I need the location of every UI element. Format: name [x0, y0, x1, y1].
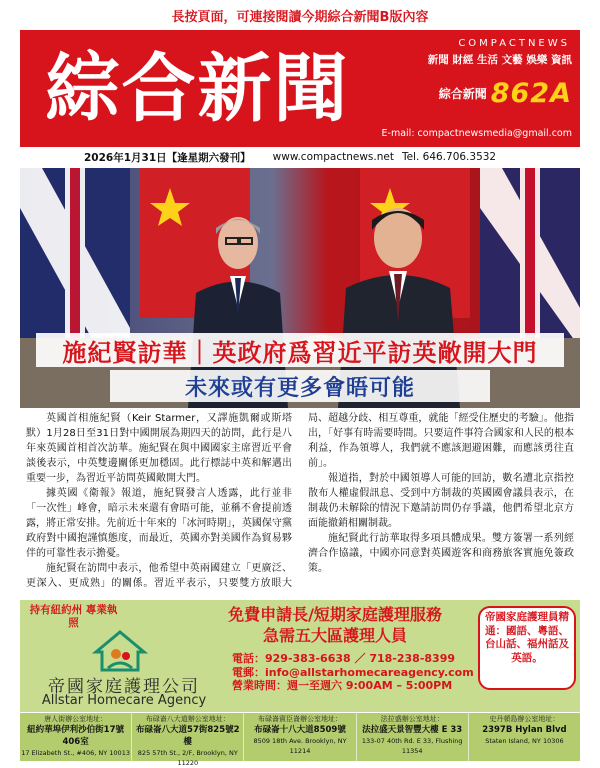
issue-block	[439, 78, 572, 109]
ad-contact	[232, 652, 492, 693]
office-address-cn: 2397B Hylan Blvd	[482, 725, 567, 735]
ad-hours: 營業時間：週一至週六 9:00AM – 5:00PM	[232, 679, 453, 692]
brand-english: COMPACTNEWS	[458, 38, 570, 49]
office-address-cn: 法拉盛天景智豐大樓 E 33	[362, 725, 463, 735]
office-label: 布碌崙賓臣崙辦公室地址：	[258, 715, 342, 723]
office-address-en: Staten Island, NY 10306	[485, 737, 564, 745]
office-label: 布碌崙八大道辦公室地址：	[145, 715, 230, 723]
office-address-en: 825 57th St., 2/F, Brooklyn, NY 11220	[137, 749, 238, 767]
ad-title-line2: 急需五大區護理人員	[262, 626, 407, 645]
masthead	[20, 30, 580, 147]
office-list	[20, 712, 580, 767]
article-paragraph: 英國首相施紀賢（Keir Starmer，又譯施凱爾或斯塔默）1月28日至31日對中國開展為期四天的訪問，此行是八年來英國首相首次訪華。施紀賢在與中國國家主席習近平會談後表示，中英雙邊關係更加穩固。此行標誌中英和解邁出重要一步，為習近平訪問英國敞開大門。	[26, 413, 292, 484]
office-8th-ave	[132, 713, 244, 767]
office-bensonhurst	[244, 713, 356, 761]
dateline	[20, 148, 580, 166]
office-address-en: 17 Elizabeth St., #406, NY 10013	[21, 749, 130, 757]
issue-date: 2026年1月31日【逢星期六發刊】	[84, 151, 251, 164]
article-paragraph: 據英國《衛報》報道，施紀賢發言人透露，此行並非「一次性」峰會，暗示未來還有會晤可能，並稱不會提前透露，將正常安排。先前近十年來的「冰河時期」，英國保守黨政府對中國抱謹慎態度，而最近，英國亦對美國作為貿易夥伴的可靠性表示擔憂。	[26, 488, 292, 559]
office-label: 法拉盛辦公室地址：	[380, 715, 444, 723]
article-paragraph: 施紀賢在訪問中表示，他希望中英兩國建立「更廣泛、更深入、更成熟」的關係。習近平表示，只要雙方放眼大局、超越分歧、相互尊重，就能「經受住歷史的考驗」。他指出，「好事有時需要時間。只要這件事符合國家和人民的根本利益，作為領導人，我們就不應該迴避困難，而應該勇往直前」。	[26, 413, 574, 589]
office-staten-island	[469, 713, 580, 761]
category-list: 新聞 財經 生活 文藝 娛樂 資訊	[427, 54, 572, 66]
headline: 施紀賢訪華｜英政府爲習近平訪英敞開大門	[36, 333, 564, 367]
office-chinatown	[20, 713, 132, 761]
contact-email[interactable]: E-mail: compactnewsmedia@gmail.com	[381, 128, 572, 139]
ad-title-line1: 免費申請長/短期家庭護理服務	[228, 605, 442, 624]
phone-number: Tel. 646.706.3532	[401, 151, 497, 163]
office-label: 史丹頓島辦公室地址：	[489, 715, 560, 723]
license-note: 持有紐約州 專業執照	[29, 604, 118, 629]
article-paragraph: 報道指，對於中國領導人可能的回訪，數名遭北京指控散布人權虛假訊息、受到中方制裁的英國國會議員表示，在制裁仍未解除的情況下邀請訪問仍存爭議，他們希望北京方面能撤銷相關制裁。	[308, 473, 574, 529]
homecare-advertisement[interactable]	[20, 600, 580, 767]
company-name-chinese: 帝國家庭護理公司	[48, 677, 200, 697]
office-address-cn: 布碌崙十八大道8509號	[254, 725, 346, 735]
ad-email[interactable]: 電郵：info@allstarhomecareagency.com	[232, 665, 474, 679]
languages-box: 帝國家庭護理員精通：國語、粵語、台山話、福州話及英語。	[478, 606, 576, 690]
office-flushing	[357, 713, 469, 761]
company-name-english: Allstar Homecare Agency	[41, 693, 207, 708]
ad-phone[interactable]: 電話：929-383-6638 ／ 718-238-8399	[232, 652, 455, 665]
issue-number: 862A	[490, 78, 572, 109]
ad-title	[205, 604, 465, 646]
top-note[interactable]: 長按頁面，可連接閱讀今期綜合新聞B版內容	[171, 10, 429, 25]
website-link[interactable]: www.compactnews.net	[272, 151, 394, 163]
subheadline: 未來或有更多會晤可能	[110, 370, 490, 402]
issue-label: 綜合新聞	[438, 87, 487, 101]
masthead-info	[375, 30, 580, 147]
office-address-en: 133-07 40th Rd. E 33, Flushing 11354	[361, 737, 463, 755]
masthead-title: 綜合新聞	[45, 45, 350, 132]
article-paragraph: 施紀賢此行訪華取得多項具體成果。雙方簽署一系列經濟合作協議，中國亦同意對英國遊客和商務旅客實施免簽政策。	[308, 533, 574, 574]
office-address-cn: 紐約華埠伊利沙伯街17號406室	[27, 725, 125, 747]
homecare-logo-icon	[90, 628, 150, 674]
office-address-cn: 布碌崙八大道57街825號2樓	[136, 725, 240, 747]
office-address-en: 8509 18th Ave. Brooklyn, NY 11214	[253, 737, 347, 755]
office-label: 唐人街辦公室地址：	[44, 715, 108, 723]
article-body	[26, 411, 574, 591]
